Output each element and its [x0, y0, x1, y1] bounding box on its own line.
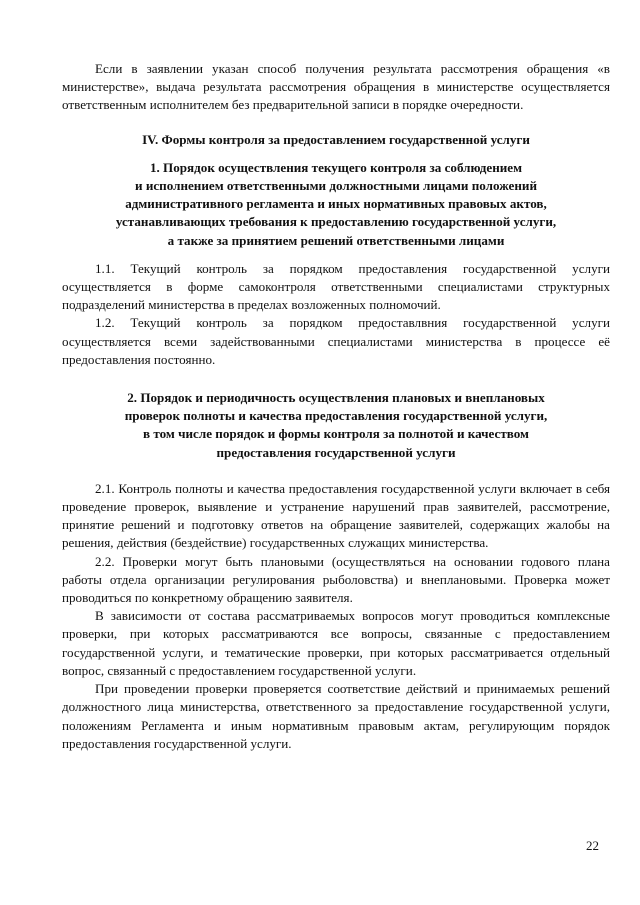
paragraph-1-1: 1.1. Текущий контроль за порядком предоставления государственной услуги осуществляется в форме самоконтроля ответственными специалистами структурных подразделений министерства в пределах возложенных полномочий. — [62, 260, 610, 313]
subsection-1-title-line: устанавливающих требования к предоставлению государственной услуги, — [115, 214, 557, 230]
subsection-2-title-line: 2. Порядок и периодичность осуществления плановых и внеплановых — [127, 390, 545, 406]
subsection-1-title-line: и исполнением ответственными должностными лицами положений — [135, 178, 537, 194]
paragraph-2-4: При проведении проверки проверяется соответствие действий и принимаемых решений должностного лица министерства, ответственного за предоставление государственной услуги, положениям Регламента и иным нормативным правовым актам, регулирующим порядок предоставления государственной услуги. — [62, 681, 610, 751]
paragraph-1-2: 1.2. Текущий контроль за порядком предоставлвния государственной услуги осуществляется всеми задействованными специалистами министерства в процессе её предоставления постоянно. — [62, 315, 610, 367]
subsection-2-title-line: проверок полноты и качества предоставления государственной услуги, — [124, 408, 548, 424]
paragraph-2-1: 2.1. Контроль полноты и качества предоставления государственной услуги включает в себя проведение проверок, выявление и устранение нарушений прав заявителей, рассмотрение, принятие решений и подготовку ответов на обращение заявителей, содержащих жалобы на решения, действия (бездействие) государственных служащих министерства. — [62, 480, 610, 551]
intro-paragraph: Если в заявлении указан способ получения результата рассмотрения обращения «в министерстве», выдача результата рассмотрения обращения в министерстве осуществляется ответственным исполнителем без предварительной записи в порядке очередности. — [62, 61, 610, 113]
subsection-1-title — [62, 159, 610, 250]
page-number: 22 — [586, 838, 599, 853]
subsection-1-title-line: 1. Порядок осуществления текущего контроля за соблюдением — [149, 159, 523, 175]
subsection-2-title-line: в том числе порядок и формы контроля за полнотой и качеством — [143, 426, 529, 442]
paragraph-2-3: В зависимости от состава рассматриваемых вопросов могут проводиться комплексные проверки, при которых рассматриваются все вопросы, связанные с предоставлением государственной услуги, и тематические проверки, при которых рассматривается отдельный вопрос, связанный с предоставлением государственной услуги. — [62, 608, 610, 678]
subsection-2-title — [62, 389, 610, 462]
subsection-2-title-line: предоставления государственной услуги — [216, 444, 456, 460]
document-page — [62, 60, 610, 753]
paragraph-2-2: 2.2. Проверки могут быть плановыми (осуществляться на основании годового плана работы отдела организации регулирования рыболовства) и внеплановыми. Проверка может проводиться по конкретному обращению заявителя. — [62, 553, 610, 606]
subsection-1-title-line: административного регламента и иных нормативных правовых актов, — [125, 196, 547, 212]
section-title: IV. Формы контроля за предоставлением государственной услуги — [142, 131, 530, 147]
subsection-1-title-line: а также за принятием решений ответственными лицами — [167, 232, 505, 248]
